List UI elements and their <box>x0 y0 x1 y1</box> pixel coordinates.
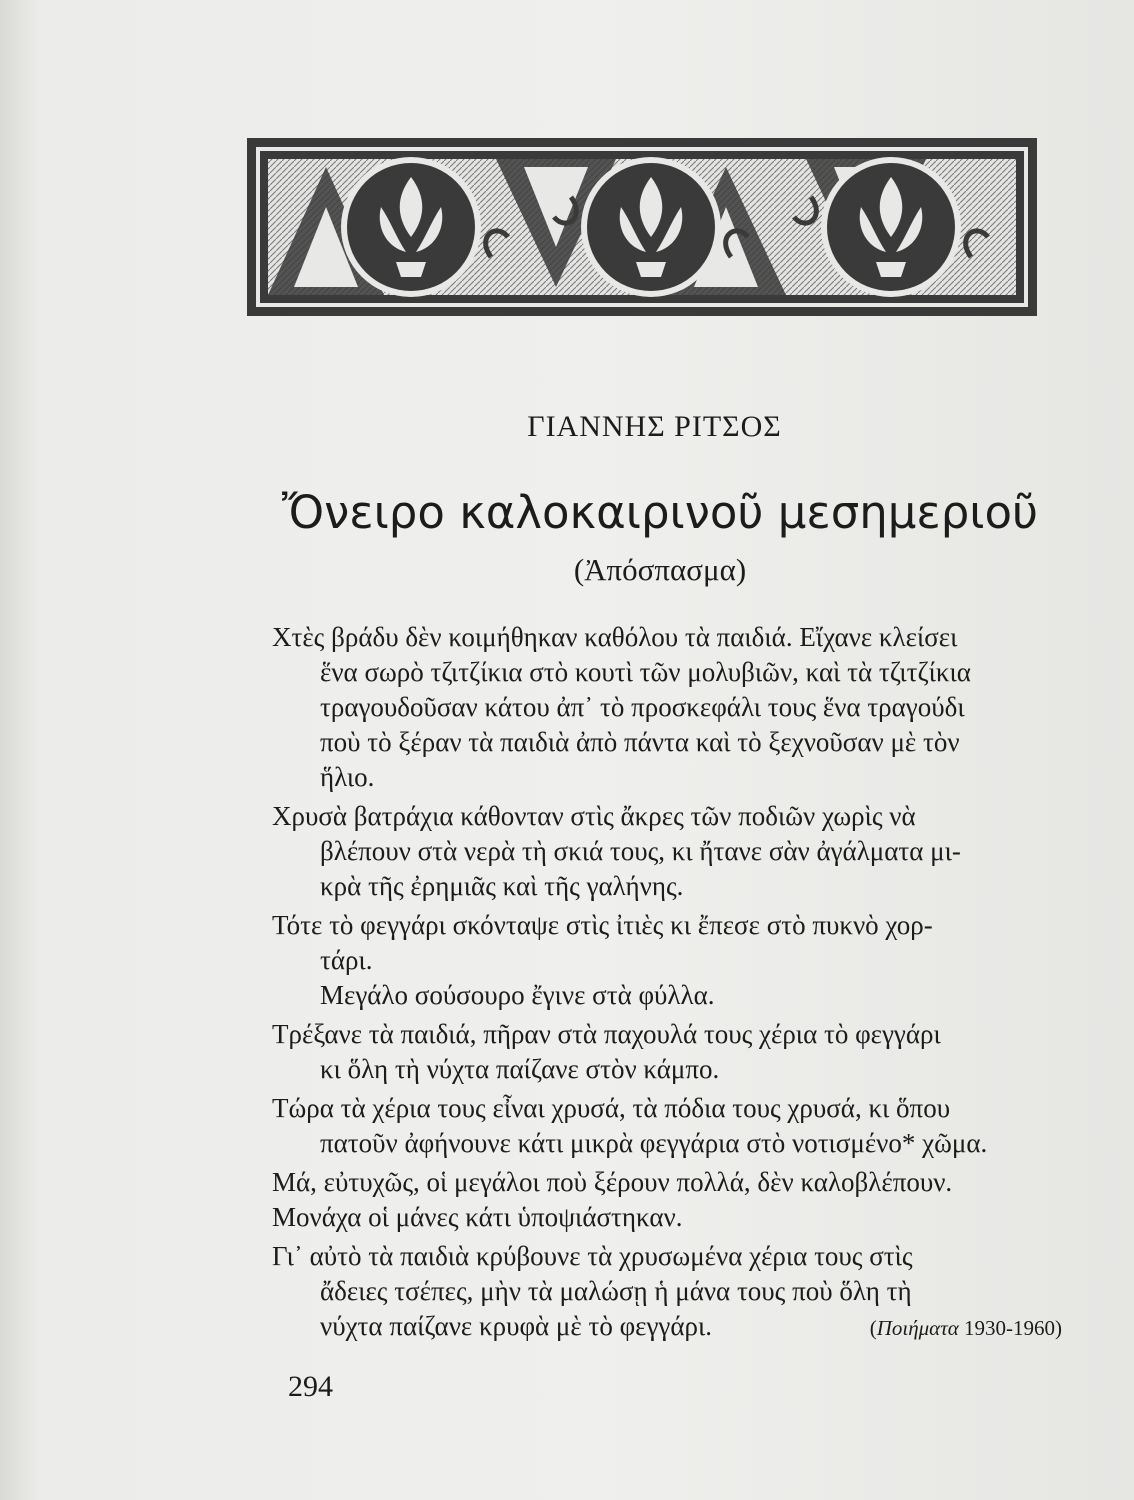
poem-line: Τώρα τὰ χέρια τους εἶναι χρυσά, τὰ πόδια τους χρυσά, κι ὅπου <box>272 1093 951 1123</box>
poem-line: Μά, εὐτυχῶς, οἱ μεγάλοι ποὺ ξέρουν πολλά, δὲν καλοβλέπουν. <box>272 1167 953 1197</box>
poem-subtitle: (Ἀπόσπασμα) <box>573 552 747 587</box>
poem-line: Γι᾽ αὐτὸ τὰ παιδιὰ κρύβουνε τὰ χρυσωμένα χέρια τους στὶς <box>272 1241 913 1271</box>
poem-line: τραγουδοῦσαν κάτου ἀπ᾽ τὸ προσκεφάλι τους ἕνα τραγούδι <box>320 692 965 722</box>
poem-line: κρὰ τῆς ἐρημιᾶς καὶ τῆς γαλήνης. <box>320 871 684 901</box>
stanza <box>272 908 1062 1013</box>
poem-line: Μεγάλο σούσουρο ἔγινε στὰ φύλλα. <box>320 980 715 1010</box>
author-name: ΓΙΑΝΝΗΣ ΡΙΤΣΟΣ <box>527 410 782 443</box>
poem-line-final <box>272 1309 1062 1346</box>
stanza <box>272 1239 1062 1346</box>
poem-line: ἥλιο. <box>320 762 375 792</box>
poem-line: Χτὲς βράδυ δὲν κοιμήθηκαν καθόλου τὰ παιδιά. Εἴχανε κλείσει <box>272 622 958 652</box>
page-number: 294 <box>288 1370 333 1403</box>
stanza <box>272 799 1062 904</box>
poem-line: Μονάχα οἱ μάνες κάτι ὑποψιάστηκαν. <box>272 1202 683 1232</box>
poem-line: τάρι. <box>320 945 373 975</box>
stanza <box>272 620 1062 795</box>
poem-line: Τότε τὸ φεγγάρι σκόνταψε στὶς ἰτιὲς κι ἔπεσε στὸ πυκνὸ χορ- <box>272 910 933 940</box>
poem-line: Τρέξανε τὰ παιδιά, πῆραν στὰ παχουλά τους χέρια τὸ φεγγάρι <box>272 1019 941 1049</box>
source-citation: (Ποιήματα 1930-1960) <box>869 1316 1062 1340</box>
poem-line: ἕνα σωρὸ τζιτζίκια στὸ κουτὶ τῶν μολυβιῶν, καὶ τὰ τζιτζίκια <box>320 657 971 687</box>
poem-title: Ὄνειρο καλοκαιρινοῦ μεσημεριοῦ <box>281 486 1039 539</box>
poem-line: νύχτα παίζανε κρυφὰ μὲ τὸ φεγγάρι. <box>320 1311 713 1341</box>
poem-line: ποὺ τὸ ξέραν τὰ παιδιὰ ἀπὸ πάντα καὶ τὸ ξεχνοῦσαν μὲ τὸν <box>320 727 960 757</box>
poem-line: ἄδειες τσέπες, μὴν τὰ μαλώσῃ ἡ μάνα τους ποὺ ὅλη τὴ <box>320 1276 912 1306</box>
poem-body <box>272 620 1062 1350</box>
ornamental-headpiece <box>246 137 1038 317</box>
poem-line: Χρυσὰ βατράχια κάθονταν στὶς ἄκρες τῶν ποδιῶν χωρὶς νὰ <box>272 801 916 831</box>
source-title: Ποιήματα <box>876 1316 959 1340</box>
poem-line: πατοῦν ἀφήνουνε κάτι μικρὰ φεγγάρια στὸ νοτισμένο* χῶμα. <box>320 1128 988 1158</box>
stanza <box>272 1165 1062 1235</box>
poem-line: κι ὅλη τὴ νύχτα παίζανε στὸν κάμπο. <box>320 1054 720 1084</box>
stanza <box>272 1091 1062 1161</box>
stanza <box>272 1017 1062 1087</box>
poem-line: βλέπουν στὰ νερὰ τὴ σκιά τους, κι ἤτανε σὰν ἀγάλματα μι- <box>320 836 961 866</box>
source-years: 1930-1960 <box>964 1316 1055 1340</box>
